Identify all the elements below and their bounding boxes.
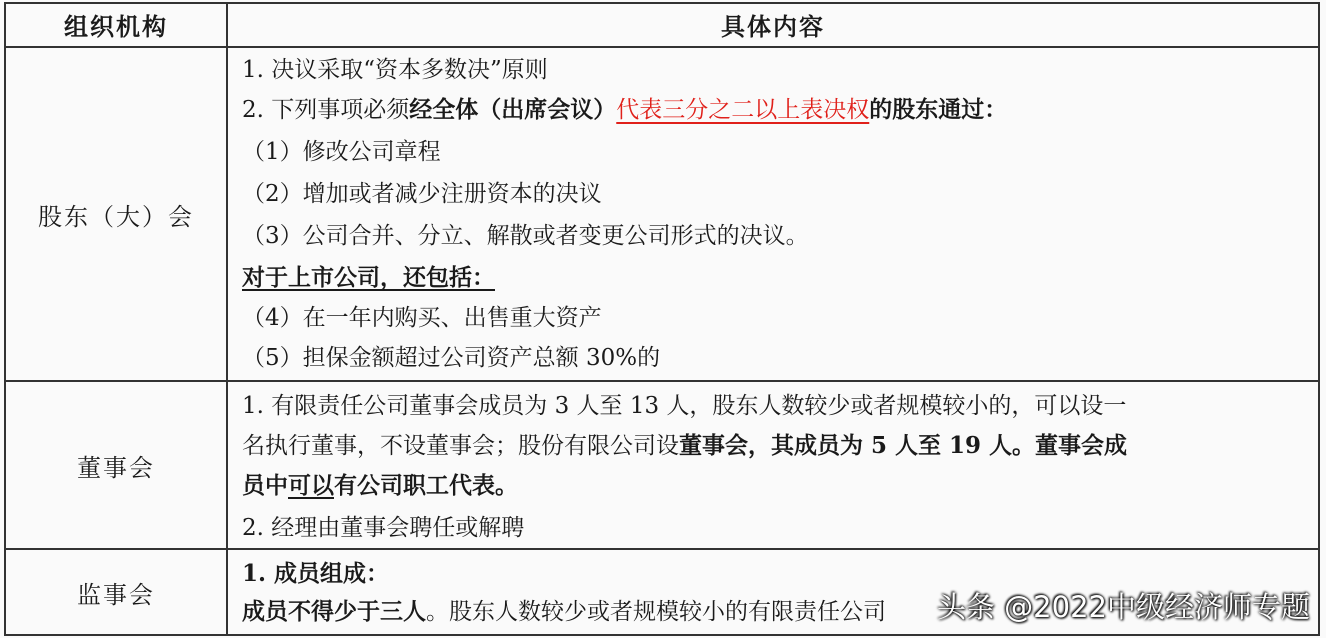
- shareholders-item-3: （3）公司合并、分立、解散或者变更公司形式的决议。: [242, 223, 809, 249]
- board-line-1: 1. 有限责任公司董事会成员为 3 人至 13 人，股东人数较少或者规模较小的，可以设一: [242, 393, 1127, 419]
- company-organ-table: [4, 2, 1320, 638]
- text: 。股东人数较少或者规模较小的有限责任公司: [426, 599, 886, 625]
- supervisors-line-1: 1. 成员组成：: [242, 560, 390, 587]
- label-board: 董事会: [77, 453, 155, 482]
- board-line-3: [242, 466, 518, 506]
- shareholders-line-1: 1. 决议采取“资本多数决”原则: [242, 57, 548, 83]
- red-emphasis: 代表三分之二以上表决权: [616, 97, 870, 123]
- listed-company-heading: 对于上市公司，还包括：: [242, 264, 495, 291]
- table-border-bottom: [4, 634, 1320, 636]
- board-line-4: 2. 经理由董事会聘任或解聘: [242, 515, 525, 541]
- shareholders-item-5: （5）担保金额超过公司资产总额 30%的: [242, 345, 661, 371]
- bold-text: 经全体（出席会议）: [409, 96, 617, 123]
- bold-text: 有公司职工代表。: [334, 472, 518, 499]
- bold-text: 的股东通过：: [869, 96, 1008, 123]
- text: 2. 下列事项必须: [242, 97, 410, 123]
- shareholders-item-1: （1）修改公司章程: [242, 139, 441, 165]
- board-line-2: [242, 426, 1127, 466]
- watermark: 头条 @2022中级经济师专题: [936, 590, 1310, 624]
- supervisors-line-2: [242, 592, 886, 632]
- label-shareholders: 股东（大）会: [38, 202, 194, 231]
- shareholders-line-2: [242, 90, 1007, 130]
- bold-text: 成员不得少于三人: [242, 598, 426, 625]
- text: 名执行董事，不设董事会；股份有限公司设: [242, 433, 679, 459]
- column-divider: [226, 2, 228, 636]
- shareholders-item-2: （2）增加或者减少注册资本的决议: [242, 181, 602, 207]
- bold-text: 员中: [242, 472, 288, 499]
- underlined-text: 可以: [288, 472, 334, 499]
- shareholders-item-4: （4）在一年内购买、出售重大资产: [242, 305, 602, 331]
- label-supervisors: 监事会: [77, 580, 155, 609]
- header-content: 具体内容: [721, 12, 825, 41]
- bold-text: 董事会，其成员为 5 人至 19 人。董事会成: [679, 432, 1128, 459]
- table-border-right: [1318, 2, 1320, 636]
- header-org: 组织机构: [64, 12, 168, 41]
